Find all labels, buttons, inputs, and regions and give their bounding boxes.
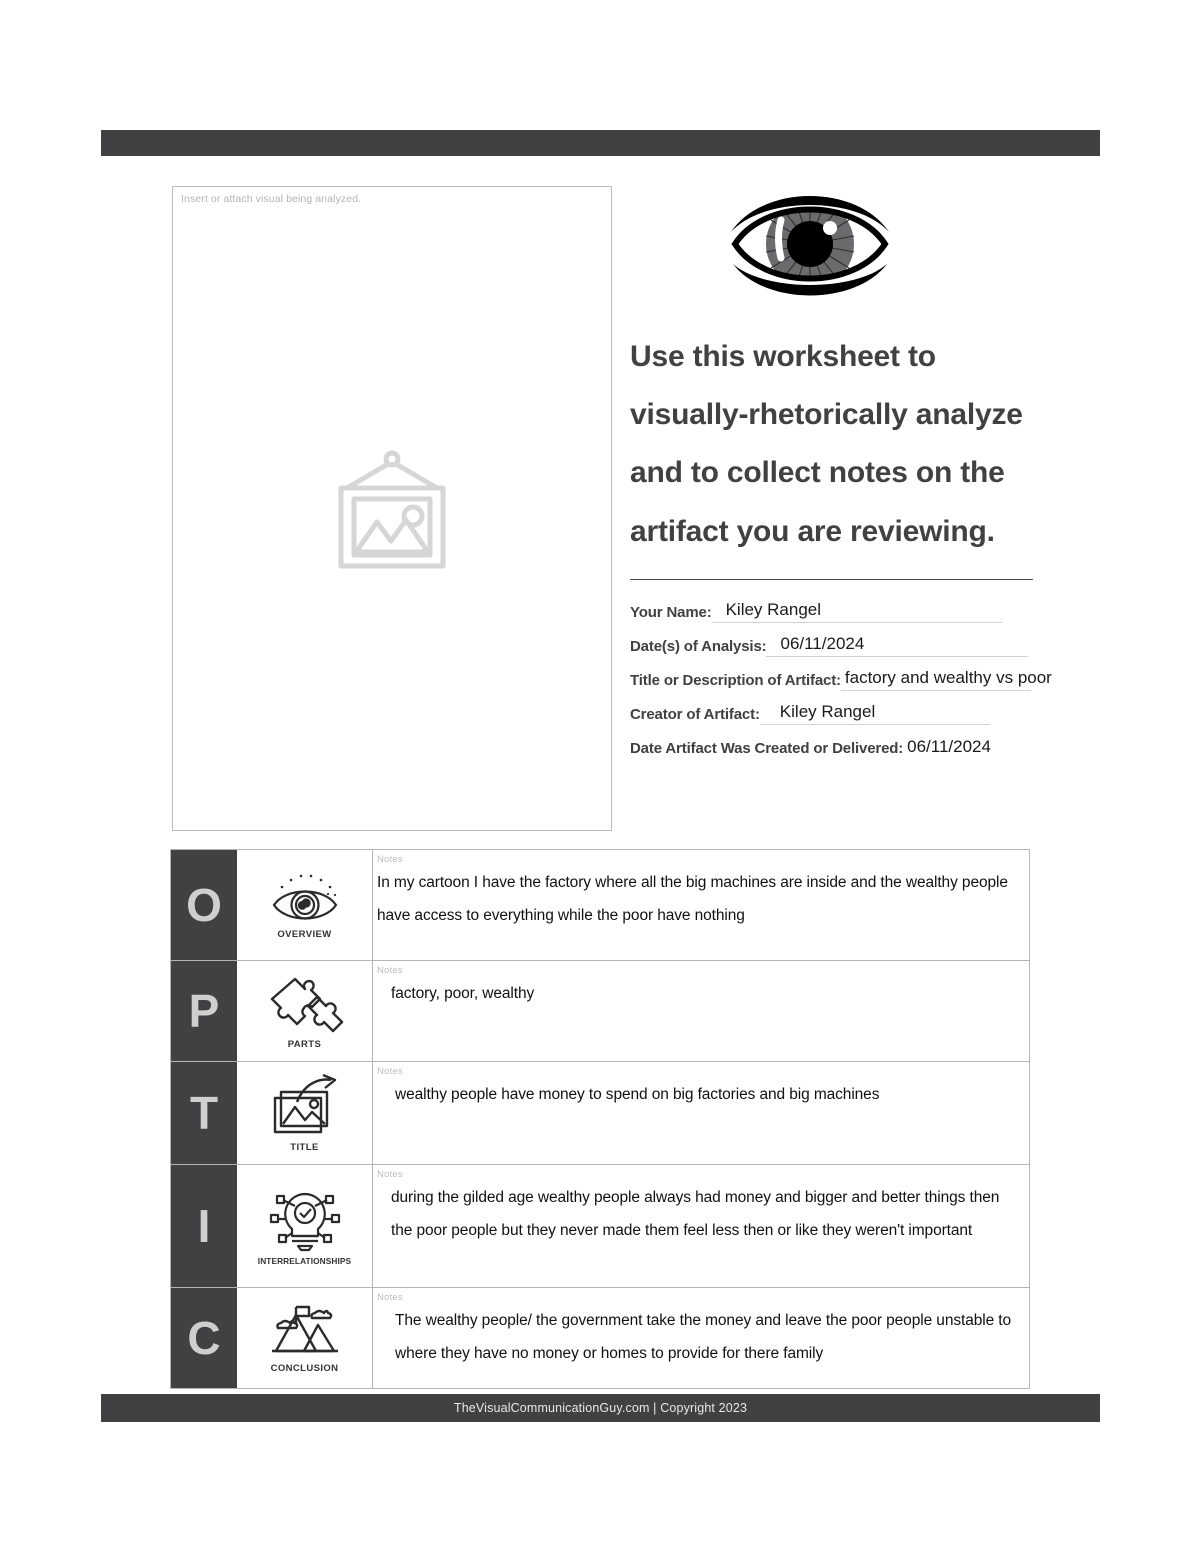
field-title-of-artifact — [630, 665, 1190, 691]
picture-arrow-icon — [267, 1074, 343, 1138]
artifact-hint-text: Insert or attach visual being analyzed. — [181, 193, 362, 205]
notes-tag: Notes — [377, 965, 403, 976]
optic-icon-cell-title — [237, 1062, 373, 1164]
image-frame-icon — [327, 448, 457, 570]
optic-icon-label: INTERRELATIONSHIPS — [257, 1256, 352, 1266]
table-row — [171, 1165, 1029, 1288]
intro-column — [630, 180, 1190, 767]
optic-letter-p: P — [171, 961, 237, 1061]
field-date-created — [630, 733, 1190, 759]
field-label: Date Artifact Was Created or Delivered: — [630, 739, 904, 757]
puzzle-pieces-icon — [265, 973, 345, 1035]
divider — [630, 579, 1033, 580]
artifact-drop-area[interactable] — [172, 186, 612, 831]
eye-overview-icon — [268, 871, 342, 925]
field-label: Date(s) of Analysis: — [630, 637, 767, 655]
optic-icon-label: PARTS — [287, 1038, 322, 1050]
notes-cell-parts[interactable] — [373, 961, 1029, 1061]
table-row — [171, 1288, 1029, 1388]
eye-icon — [725, 180, 895, 308]
metadata-form — [630, 597, 1190, 759]
notes-tag: Notes — [377, 1066, 403, 1077]
header-bar — [101, 130, 1100, 156]
notes-cell-title[interactable] — [373, 1062, 1029, 1164]
field-creator-of-artifact — [630, 699, 1190, 725]
page-title: Use this worksheet to visually-rhetorically analyze and to collect notes on the artifact you are reviewing. — [630, 340, 1023, 548]
notes-text: factory, poor, wealthy — [391, 985, 535, 1003]
field-dates-of-analysis — [630, 631, 1190, 657]
optic-letter-c: C — [171, 1288, 237, 1388]
field-label: Creator of Artifact: — [630, 705, 760, 723]
field-your-name — [630, 597, 1190, 623]
dates-of-analysis-input[interactable]: 06/11/2024 — [766, 635, 1028, 657]
your-name-input[interactable]: Kiley Rangel — [712, 601, 1002, 623]
notes-tag: Notes — [377, 1292, 403, 1303]
field-label: Title or Description of Artifact: — [630, 671, 841, 689]
notes-cell-overview[interactable] — [373, 850, 1029, 960]
optic-icon-label: TITLE — [290, 1141, 319, 1153]
footer-text: TheVisualCommunicationGuy.com | Copyright 2023 — [453, 1401, 748, 1415]
notes-text: In my cartoon I have the factory where all the big machines are inside and the wealthy people have access to everything while the poor have nothing — [377, 874, 1008, 924]
table-row — [171, 850, 1029, 961]
optic-icon-cell-interrelationships — [237, 1165, 373, 1287]
table-row — [171, 1062, 1029, 1165]
date-created-input[interactable]: 06/11/2024 — [907, 736, 991, 756]
optic-icon-cell-parts — [237, 961, 373, 1061]
optic-icon-cell-conclusion — [237, 1288, 373, 1388]
optic-letter-i: I — [171, 1165, 237, 1287]
creator-of-artifact-input[interactable]: Kiley Rangel — [760, 703, 990, 725]
notes-text: wealthy people have money to spend on big factories and big machines — [395, 1086, 880, 1104]
notes-tag: Notes — [377, 854, 403, 865]
notes-cell-interrelationships[interactable] — [373, 1165, 1029, 1287]
field-label: Your Name: — [630, 603, 712, 621]
footer-bar — [101, 1394, 1100, 1422]
optic-table — [170, 849, 1030, 1389]
optic-icon-cell-overview — [237, 850, 373, 960]
optic-icon-label: OVERVIEW — [277, 928, 332, 940]
optic-letter-t: T — [171, 1062, 237, 1164]
optic-icon-label: CONCLUSION — [270, 1362, 339, 1374]
optic-letter-o: O — [171, 850, 237, 960]
title-of-artifact-input[interactable]: factory and wealthy vs poor — [841, 669, 1031, 691]
notes-text: The wealthy people/ the government take the money and leave the poor people unstable to where they have no money or homes to provide for there family — [395, 1312, 1012, 1362]
mountain-flag-icon — [266, 1303, 344, 1359]
notes-tag: Notes — [377, 1169, 403, 1180]
lightbulb-network-icon — [268, 1186, 342, 1252]
notes-cell-conclusion[interactable] — [373, 1288, 1029, 1388]
notes-text: during the gilded age wealthy people always had money and bigger and better things then the poor people but they never made them feel less then or like they weren't important — [391, 1189, 1000, 1239]
table-row — [171, 961, 1029, 1062]
